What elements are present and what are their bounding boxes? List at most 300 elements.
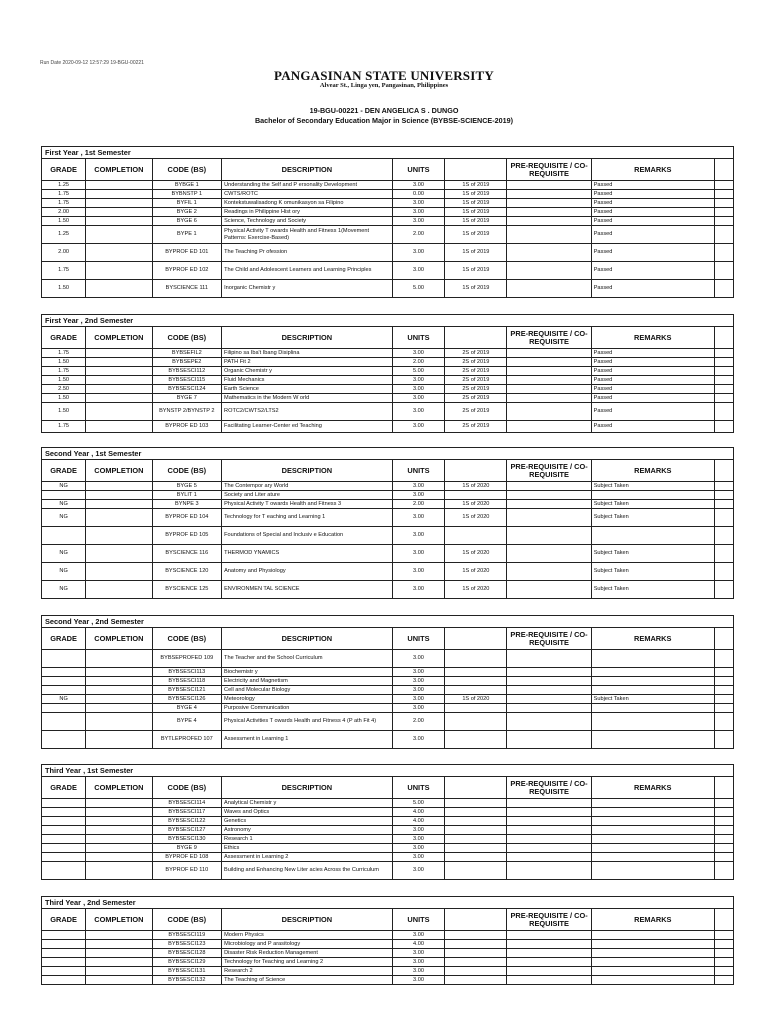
prerequisite-header: PRE-REQUISITE / CO-REQUISITE bbox=[507, 327, 591, 349]
extra-cell bbox=[714, 394, 733, 403]
table-row bbox=[42, 349, 734, 358]
units-cell: 3.00 bbox=[392, 677, 445, 686]
semester-table bbox=[41, 314, 734, 433]
term-cell: 1S of 2019 bbox=[445, 181, 507, 190]
units-cell: 3.00 bbox=[392, 217, 445, 226]
table-row bbox=[42, 226, 734, 244]
table-row bbox=[42, 509, 734, 527]
completion-cell bbox=[86, 808, 152, 817]
units-cell: 3.00 bbox=[392, 545, 445, 563]
completion-cell bbox=[86, 181, 152, 190]
completion-cell bbox=[86, 509, 152, 527]
units-cell: 3.00 bbox=[392, 731, 445, 749]
description-cell: The Contempor ary World bbox=[222, 482, 393, 491]
extra-cell bbox=[714, 280, 733, 298]
extra-cell bbox=[714, 244, 733, 262]
units-cell: 3.00 bbox=[392, 349, 445, 358]
term-cell: 1S of 2019 bbox=[445, 262, 507, 280]
extra-cell bbox=[714, 844, 733, 853]
remarks-cell bbox=[591, 491, 714, 500]
completion-header: COMPLETION bbox=[86, 777, 152, 799]
extra-cell bbox=[714, 545, 733, 563]
completion-header: COMPLETION bbox=[86, 460, 152, 482]
code-cell: BYBNSTP 1 bbox=[152, 190, 222, 199]
description-cell: Filipino sa Iba't Ibang Disiplina bbox=[222, 349, 393, 358]
semester-table bbox=[41, 764, 734, 880]
remarks-cell: Subject Taken bbox=[591, 695, 714, 704]
remarks-cell bbox=[591, 826, 714, 835]
remarks-cell: Passed bbox=[591, 367, 714, 376]
code-cell: BYBSEPROFED 109 bbox=[152, 650, 222, 668]
prerequisite-cell bbox=[507, 853, 591, 862]
code-cell: BYSCIENCE 125 bbox=[152, 581, 222, 599]
remarks-cell bbox=[591, 799, 714, 808]
term-taken-header bbox=[445, 460, 507, 482]
description-cell: Science, Technology and Society bbox=[222, 217, 393, 226]
table-row bbox=[42, 949, 734, 958]
term-cell bbox=[445, 976, 507, 985]
completion-cell bbox=[86, 403, 152, 421]
code-cell: BYBSESCI122 bbox=[152, 817, 222, 826]
term-taken-header bbox=[445, 159, 507, 181]
extra-cell bbox=[714, 358, 733, 367]
extra-cell bbox=[714, 650, 733, 668]
extra-header bbox=[714, 460, 733, 482]
code-cell: BYBSESCI114 bbox=[152, 799, 222, 808]
grade-cell bbox=[42, 967, 86, 976]
code-cell: BYBSESCI117 bbox=[152, 808, 222, 817]
student-line: 19-BGU-00221 - DEN ANGELICA S . DUNGO bbox=[309, 106, 459, 115]
extra-cell bbox=[714, 826, 733, 835]
table-row bbox=[42, 581, 734, 599]
term-cell bbox=[445, 835, 507, 844]
units-cell: 4.00 bbox=[392, 940, 445, 949]
remarks-cell: Passed bbox=[591, 181, 714, 190]
table-row bbox=[42, 808, 734, 817]
term-cell: 1S of 2019 bbox=[445, 217, 507, 226]
term-cell bbox=[445, 853, 507, 862]
completion-cell bbox=[86, 958, 152, 967]
description-cell: Society and Liter ature bbox=[222, 491, 393, 500]
code-header: CODE (BS) bbox=[152, 327, 222, 349]
grade-cell bbox=[42, 976, 86, 985]
grade-cell bbox=[42, 704, 86, 713]
units-cell: 3.00 bbox=[392, 695, 445, 704]
prerequisite-cell bbox=[507, 704, 591, 713]
remarks-cell bbox=[591, 853, 714, 862]
term-cell: 1S of 2020 bbox=[445, 500, 507, 509]
grade-cell: NG bbox=[42, 545, 86, 563]
code-cell: BYLIT 1 bbox=[152, 491, 222, 500]
code-header: CODE (BS) bbox=[152, 460, 222, 482]
remarks-cell: Passed bbox=[591, 403, 714, 421]
description-cell: Readings in Philippine Hist ory bbox=[222, 208, 393, 217]
term-cell: 2S of 2019 bbox=[445, 403, 507, 421]
extra-header bbox=[714, 628, 733, 650]
remarks-cell: Subject Taken bbox=[591, 509, 714, 527]
completion-cell bbox=[86, 367, 152, 376]
units-cell: 2.00 bbox=[392, 713, 445, 731]
code-cell: BYNSTP 2/BYNSTP 2 bbox=[152, 403, 222, 421]
extra-header bbox=[714, 909, 733, 931]
grade-cell: 1.50 bbox=[42, 403, 86, 421]
remarks-cell: Passed bbox=[591, 262, 714, 280]
remarks-cell bbox=[591, 940, 714, 949]
prerequisite-cell bbox=[507, 385, 591, 394]
remarks-cell bbox=[591, 731, 714, 749]
completion-cell bbox=[86, 931, 152, 940]
grade-cell: 1.25 bbox=[42, 181, 86, 190]
remarks-cell: Passed bbox=[591, 421, 714, 433]
grade-cell: NG bbox=[42, 509, 86, 527]
term-cell bbox=[445, 862, 507, 880]
term-cell bbox=[445, 967, 507, 976]
prerequisite-cell bbox=[507, 421, 591, 433]
description-header: DESCRIPTION bbox=[222, 460, 393, 482]
table-row bbox=[42, 650, 734, 668]
extra-cell bbox=[714, 262, 733, 280]
description-cell: The Teaching Pr ofession bbox=[222, 244, 393, 262]
units-cell: 3.00 bbox=[392, 563, 445, 581]
extra-cell bbox=[714, 731, 733, 749]
grade-cell bbox=[42, 853, 86, 862]
prerequisite-cell bbox=[507, 491, 591, 500]
units-cell: 3.00 bbox=[392, 704, 445, 713]
term-cell bbox=[445, 826, 507, 835]
units-cell: 3.00 bbox=[392, 826, 445, 835]
extra-cell bbox=[714, 677, 733, 686]
completion-cell bbox=[86, 208, 152, 217]
grade-cell bbox=[42, 817, 86, 826]
prerequisite-cell bbox=[507, 226, 591, 244]
description-cell: Physical Activities T owards Health and Fitness 4 (P ath Fit 4) bbox=[222, 713, 393, 731]
term-taken-header bbox=[445, 628, 507, 650]
units-cell: 3.00 bbox=[392, 403, 445, 421]
code-cell: BYBSESCI126 bbox=[152, 695, 222, 704]
term-cell bbox=[445, 958, 507, 967]
code-cell: BYBSESCI118 bbox=[152, 677, 222, 686]
grade-cell bbox=[42, 835, 86, 844]
completion-cell bbox=[86, 835, 152, 844]
term-cell: 1S of 2020 bbox=[445, 563, 507, 581]
prerequisite-cell bbox=[507, 581, 591, 599]
completion-cell bbox=[86, 358, 152, 367]
code-cell: BYGE 6 bbox=[152, 217, 222, 226]
code-cell: BYBGE 1 bbox=[152, 181, 222, 190]
code-header: CODE (BS) bbox=[152, 159, 222, 181]
grade-header: GRADE bbox=[42, 909, 86, 931]
code-cell: BYPROF ED 108 bbox=[152, 853, 222, 862]
table-row bbox=[42, 403, 734, 421]
units-cell: 3.00 bbox=[392, 853, 445, 862]
extra-cell bbox=[714, 208, 733, 217]
table-row bbox=[42, 280, 734, 298]
prerequisite-cell bbox=[507, 358, 591, 367]
grade-cell: 1.50 bbox=[42, 280, 86, 298]
extra-cell bbox=[714, 367, 733, 376]
prerequisite-cell bbox=[507, 482, 591, 491]
prerequisite-header: PRE-REQUISITE / CO-REQUISITE bbox=[507, 909, 591, 931]
prerequisite-cell bbox=[507, 563, 591, 581]
remarks-cell bbox=[591, 677, 714, 686]
completion-cell bbox=[86, 244, 152, 262]
remarks-cell bbox=[591, 958, 714, 967]
description-header: DESCRIPTION bbox=[222, 327, 393, 349]
grade-cell bbox=[42, 940, 86, 949]
units-cell: 4.00 bbox=[392, 808, 445, 817]
term-cell bbox=[445, 931, 507, 940]
units-cell: 3.00 bbox=[392, 976, 445, 985]
completion-cell bbox=[86, 695, 152, 704]
units-header: UNITS bbox=[392, 460, 445, 482]
semester-table bbox=[41, 447, 734, 599]
table-row bbox=[42, 931, 734, 940]
units-cell: 0.00 bbox=[392, 190, 445, 199]
completion-cell bbox=[86, 799, 152, 808]
grade-cell: NG bbox=[42, 482, 86, 491]
term-cell: 2S of 2019 bbox=[445, 376, 507, 385]
table-row bbox=[42, 199, 734, 208]
completion-cell bbox=[86, 482, 152, 491]
description-cell: ROTC2/CWTS2/LTS2 bbox=[222, 403, 393, 421]
prerequisite-cell bbox=[507, 500, 591, 509]
units-cell: 3.00 bbox=[392, 482, 445, 491]
prerequisite-cell bbox=[507, 976, 591, 985]
description-header: DESCRIPTION bbox=[222, 628, 393, 650]
completion-cell bbox=[86, 704, 152, 713]
prerequisite-cell bbox=[507, 826, 591, 835]
units-header: UNITS bbox=[392, 628, 445, 650]
completion-cell bbox=[86, 853, 152, 862]
description-cell: Modern Physics bbox=[222, 931, 393, 940]
semester-title: First Year , 2nd Semester bbox=[42, 315, 734, 327]
term-cell bbox=[445, 808, 507, 817]
remarks-cell bbox=[591, 862, 714, 880]
completion-cell bbox=[86, 844, 152, 853]
prerequisite-cell bbox=[507, 244, 591, 262]
table-row bbox=[42, 677, 734, 686]
description-cell: Organic Chemistr y bbox=[222, 367, 393, 376]
semester-table bbox=[41, 615, 734, 749]
table-row bbox=[42, 527, 734, 545]
description-cell: The Teaching of Science bbox=[222, 976, 393, 985]
completion-cell bbox=[86, 190, 152, 199]
completion-cell bbox=[86, 967, 152, 976]
prerequisite-cell bbox=[507, 403, 591, 421]
remarks-cell: Passed bbox=[591, 190, 714, 199]
completion-cell bbox=[86, 826, 152, 835]
units-cell: 3.00 bbox=[392, 668, 445, 677]
term-cell bbox=[445, 650, 507, 668]
prerequisite-cell bbox=[507, 545, 591, 563]
grade-cell bbox=[42, 931, 86, 940]
units-cell: 3.00 bbox=[392, 394, 445, 403]
term-cell: 1S of 2019 bbox=[445, 199, 507, 208]
units-cell: 3.00 bbox=[392, 527, 445, 545]
table-row bbox=[42, 358, 734, 367]
completion-cell bbox=[86, 262, 152, 280]
units-cell: 3.00 bbox=[392, 931, 445, 940]
completion-cell bbox=[86, 731, 152, 749]
grade-cell bbox=[42, 862, 86, 880]
grade-cell: 1.75 bbox=[42, 349, 86, 358]
table-row bbox=[42, 500, 734, 509]
extra-cell bbox=[714, 949, 733, 958]
grade-cell bbox=[42, 668, 86, 677]
term-cell: 1S of 2020 bbox=[445, 545, 507, 563]
remarks-cell: Passed bbox=[591, 280, 714, 298]
semester-title: First Year , 1st Semester bbox=[42, 147, 734, 159]
extra-cell bbox=[714, 862, 733, 880]
column-header-row bbox=[42, 777, 734, 799]
completion-cell bbox=[86, 491, 152, 500]
term-cell bbox=[445, 731, 507, 749]
program-line: Bachelor of Secondary Education Major in Science (BYBSE-SCIENCE-2019) bbox=[254, 116, 514, 125]
completion-cell bbox=[86, 421, 152, 433]
units-cell: 2.00 bbox=[392, 226, 445, 244]
units-cell: 3.00 bbox=[392, 650, 445, 668]
units-cell: 5.00 bbox=[392, 280, 445, 298]
extra-cell bbox=[714, 500, 733, 509]
grade-cell bbox=[42, 958, 86, 967]
grade-cell: 1.75 bbox=[42, 262, 86, 280]
table-row bbox=[42, 976, 734, 985]
completion-cell bbox=[86, 650, 152, 668]
units-header: UNITS bbox=[392, 327, 445, 349]
extra-cell bbox=[714, 581, 733, 599]
table-row bbox=[42, 958, 734, 967]
semester-table bbox=[41, 146, 734, 298]
term-cell: 1S of 2019 bbox=[445, 190, 507, 199]
prerequisite-cell bbox=[507, 862, 591, 880]
column-header-row bbox=[42, 159, 734, 181]
completion-header: COMPLETION bbox=[86, 327, 152, 349]
code-header: CODE (BS) bbox=[152, 909, 222, 931]
code-cell: BYBSEPE2 bbox=[152, 358, 222, 367]
description-cell: Cell and Molecular Biology bbox=[222, 686, 393, 695]
grade-cell bbox=[42, 527, 86, 545]
table-row bbox=[42, 799, 734, 808]
extra-cell bbox=[714, 695, 733, 704]
prerequisite-cell bbox=[507, 650, 591, 668]
table-row bbox=[42, 244, 734, 262]
term-cell: 1S of 2019 bbox=[445, 226, 507, 244]
term-cell: 1S of 2019 bbox=[445, 280, 507, 298]
term-cell bbox=[445, 527, 507, 545]
description-cell: Physical Activity T owards Health and Fitness 3 bbox=[222, 500, 393, 509]
description-cell: Anatomy and Physiology bbox=[222, 563, 393, 581]
column-header-row bbox=[42, 909, 734, 931]
prerequisite-cell bbox=[507, 949, 591, 958]
code-cell: BYSCIENCE 120 bbox=[152, 563, 222, 581]
grade-cell: 1.50 bbox=[42, 217, 86, 226]
column-header-row bbox=[42, 460, 734, 482]
description-cell: Fluid Mechanics bbox=[222, 376, 393, 385]
description-cell: Research 1 bbox=[222, 835, 393, 844]
prerequisite-cell bbox=[507, 808, 591, 817]
units-cell: 3.00 bbox=[392, 181, 445, 190]
extra-cell bbox=[714, 190, 733, 199]
table-row bbox=[42, 713, 734, 731]
semester-title: Third Year , 2nd Semester bbox=[42, 897, 734, 909]
prerequisite-header: PRE-REQUISITE / CO-REQUISITE bbox=[507, 777, 591, 799]
prerequisite-cell bbox=[507, 940, 591, 949]
description-cell: Physical Activity T owards Health and Fitness 1(Movement Patterns: Exercise-Based) bbox=[222, 226, 393, 244]
completion-cell bbox=[86, 949, 152, 958]
completion-cell bbox=[86, 500, 152, 509]
description-cell: Assessment in Learning 1 bbox=[222, 731, 393, 749]
grade-header: GRADE bbox=[42, 159, 86, 181]
prerequisite-cell bbox=[507, 349, 591, 358]
table-row bbox=[42, 482, 734, 491]
prerequisite-cell bbox=[507, 527, 591, 545]
remarks-cell: Subject Taken bbox=[591, 563, 714, 581]
grade-cell: 1.75 bbox=[42, 190, 86, 199]
completion-header: COMPLETION bbox=[86, 909, 152, 931]
extra-cell bbox=[714, 385, 733, 394]
prerequisite-cell bbox=[507, 394, 591, 403]
code-cell: BYPE 1 bbox=[152, 226, 222, 244]
description-cell: ENVIRONMEN TAL SCIENCE bbox=[222, 581, 393, 599]
description-cell: Astronomy bbox=[222, 826, 393, 835]
code-cell: BYBSESCI131 bbox=[152, 967, 222, 976]
units-cell: 5.00 bbox=[392, 367, 445, 376]
term-cell: 2S of 2019 bbox=[445, 394, 507, 403]
table-row bbox=[42, 686, 734, 695]
table-row bbox=[42, 181, 734, 190]
prerequisite-cell bbox=[507, 280, 591, 298]
units-cell: 3.00 bbox=[392, 421, 445, 433]
completion-cell bbox=[86, 677, 152, 686]
units-cell: 2.00 bbox=[392, 500, 445, 509]
remarks-cell bbox=[591, 704, 714, 713]
units-cell: 3.00 bbox=[392, 835, 445, 844]
completion-cell bbox=[86, 976, 152, 985]
grade-cell: NG bbox=[42, 581, 86, 599]
description-cell: Microbiology and P arasitology bbox=[222, 940, 393, 949]
code-cell: BYSCIENCE 116 bbox=[152, 545, 222, 563]
completion-cell bbox=[86, 563, 152, 581]
prerequisite-header: PRE-REQUISITE / CO-REQUISITE bbox=[507, 159, 591, 181]
code-cell: BYBSESCI115 bbox=[152, 376, 222, 385]
remarks-cell: Passed bbox=[591, 358, 714, 367]
university-address: Alvear St., Linga yen, Pangasinan, Philippines bbox=[319, 82, 449, 89]
description-cell: Kontekstuwalisadong K omunikasyon sa Filipino bbox=[222, 199, 393, 208]
remarks-cell bbox=[591, 713, 714, 731]
remarks-cell: Passed bbox=[591, 394, 714, 403]
semester-title: Second Year , 1st Semester bbox=[42, 448, 734, 460]
table-row bbox=[42, 940, 734, 949]
code-cell: BYGE 7 bbox=[152, 394, 222, 403]
grade-cell bbox=[42, 677, 86, 686]
code-cell: BYPROF ED 110 bbox=[152, 862, 222, 880]
term-cell bbox=[445, 677, 507, 686]
code-cell: BYSCIENCE 111 bbox=[152, 280, 222, 298]
remarks-header: REMARKS bbox=[591, 327, 714, 349]
units-cell: 3.00 bbox=[392, 244, 445, 262]
description-header: DESCRIPTION bbox=[222, 777, 393, 799]
term-cell: 2S of 2019 bbox=[445, 421, 507, 433]
grade-cell bbox=[42, 731, 86, 749]
term-cell bbox=[445, 686, 507, 695]
units-cell: 3.00 bbox=[392, 262, 445, 280]
units-cell: 3.00 bbox=[392, 862, 445, 880]
code-cell: BYPROF ED 104 bbox=[152, 509, 222, 527]
grade-cell: 1.50 bbox=[42, 394, 86, 403]
code-cell: BYPROF ED 101 bbox=[152, 244, 222, 262]
table-row bbox=[42, 563, 734, 581]
remarks-cell: Passed bbox=[591, 376, 714, 385]
